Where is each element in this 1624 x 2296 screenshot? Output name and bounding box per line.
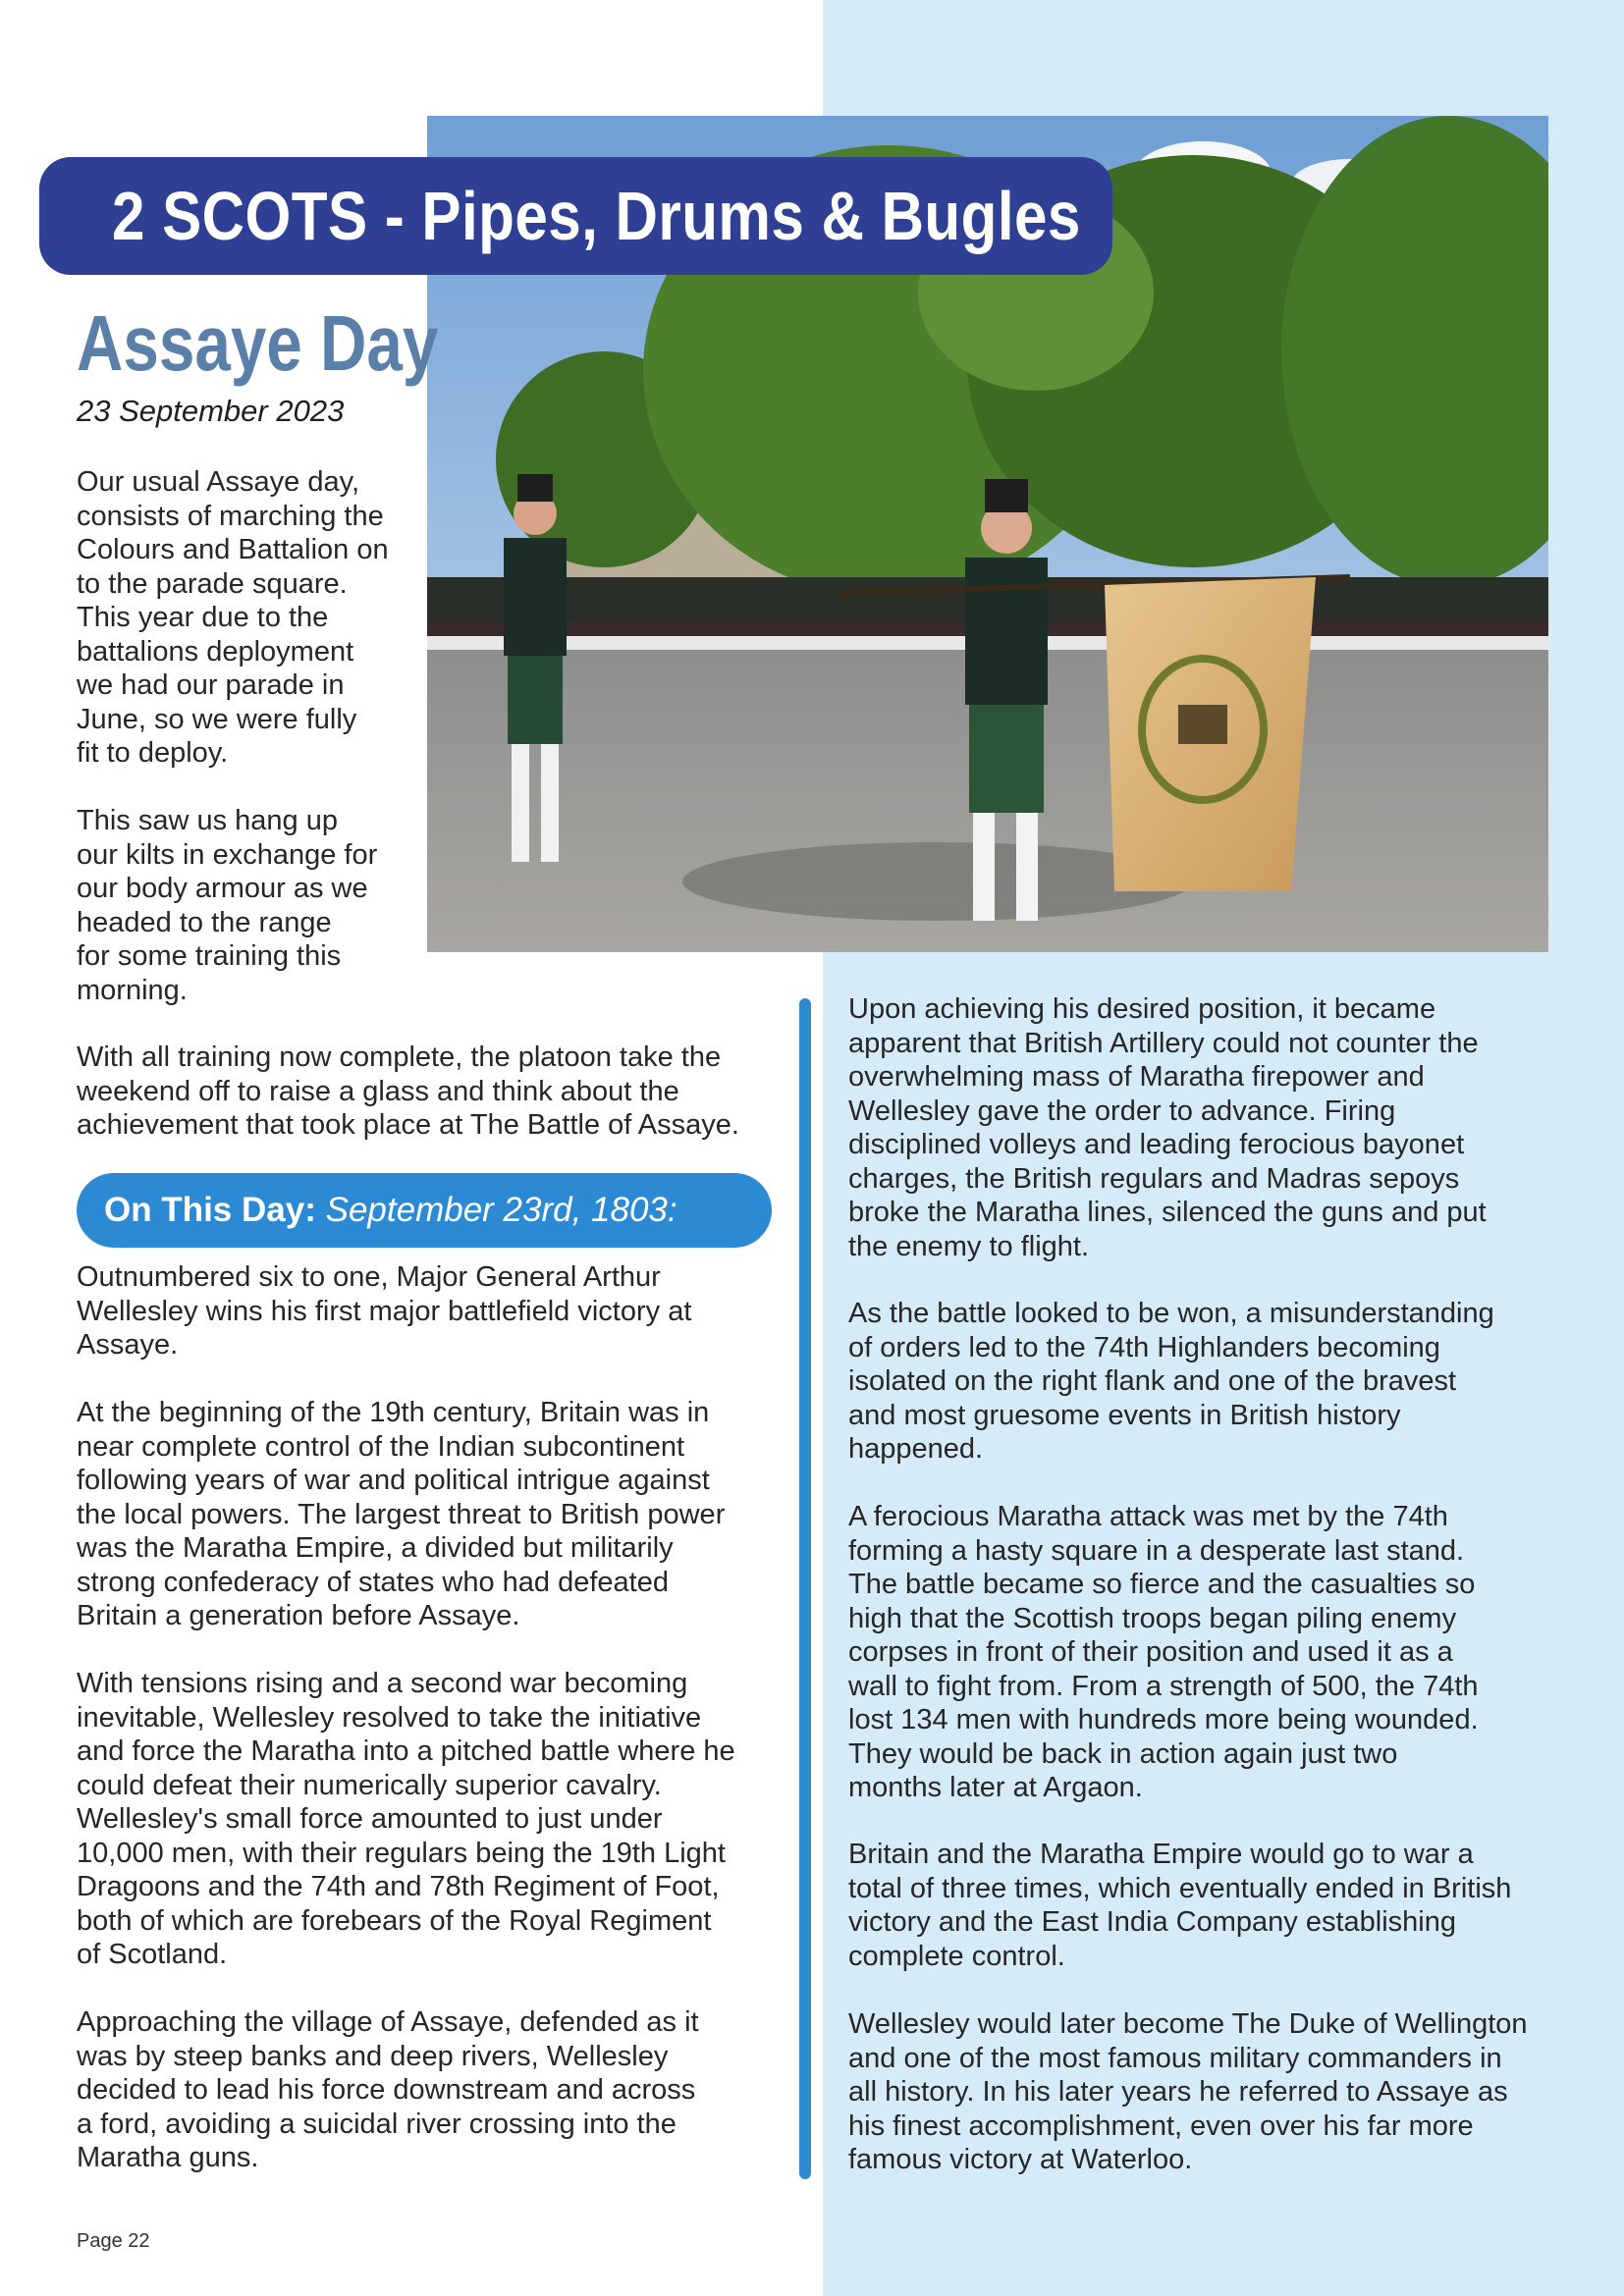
left-history-paragraph-3: With tensions rising and a second war becoming inevitable, Wellesley resolved to take the initiative and force the Maratha into a pitched battle where he could defeat their numerically superior cavalry. Wellesley's small force amounted to just under 10,000 men, with their regulars being the 19th Light Dragoons and the 74th and 78th Regiment of Foot, both of which are forebears of the Royal Regiment of Scotland. [77,1668,735,1970]
section-banner [39,157,1112,275]
left-history-paragraph-1: Outnumbered six to one, Major General Arthur Wellesley wins his first major battlefield victory at Assaye. [77,1261,692,1361]
page-number: Page 22 [77,2230,150,2252]
left-history-paragraph-4: Approaching the village of Assaye, defended as it was by steep banks and deep rivers, Wellesley decided to lead his force downstream and across a ford, avoiding a suicidal river crossing into the Maratha guns. [77,2006,699,2173]
right-history-paragraph-3: A ferocious Maratha attack was met by the 74th forming a hasty square in a desperate last stand. The battle became so fierce and the casualties so high that the Scottish troops began piling enemy corpses in front of their position and used it as a wall to fight from. From a strength of 500, the 74th lost 134 men with hundreds more being wounded. They would be back in action again just two months later at Argaon. [848,1501,1479,1803]
intro-paragraph-1: Our usual Assaye day, consists of marching the Colours and Battalion on to the parade square. This year due to the battalions deployment we had our parade in June, so we were fully fit to deploy. [77,466,389,769]
section-banner-title: 2 SCOTS - Pipes, Drums & Bugles [112,178,1081,254]
on-this-day-pill [77,1173,772,1248]
article-date: 23 September 2023 [77,394,345,428]
left-history-paragraph-2: At the beginning of the 19th century, Britain was in near complete control of the Indian subcontinent following years of war and political intrigue against the local powers. The largest threat to British power was the Maratha Empire, a divided but militarily strong confederacy of states who had defeated Britain a generation before Assaye. [77,1397,726,1631]
right-history-paragraph-5: Wellesley would later become The Duke of Wellington and one of the most famous military commanders in all history. In his later years he referred to Assaye as his finest accomplishment, even over his far more famous victory at Waterloo. [848,2008,1528,2175]
column-divider [799,998,811,2179]
right-history-paragraph-1: Upon achieving his desired position, it became apparent that British Artillery could not counter the overwhelming mass of Maratha firepower and Wellesley gave the order to advance. Firing disciplined volleys and leading ferocious bayonet charges, the British regulars and Madras sepoys broke the Maratha lines, silenced the guns and put the enemy to flight. [848,993,1487,1262]
intro-paragraph-3: With all training now complete, the platoon take the weekend off to raise a glass and think about the achievement that took place at The Battle of Assaye. [77,1041,739,1141]
article-title: Assaye Day [77,299,439,387]
on-this-day-date: September 23rd, 1803: [325,1191,677,1229]
right-history-paragraph-2: As the battle looked to be won, a misunderstanding of orders led to the 74th Highlanders becoming isolated on the right flank and one of the bravest and most gruesome events in British history happened. [848,1298,1494,1465]
right-history-paragraph-4: Britain and the Maratha Empire would go to war a total of three times, which eventually ended in British victory and the East India Company establishing complete control. [848,1839,1512,1972]
intro-paragraph-2: This saw us hang up our kilts in exchange for our body armour as we headed to the range for some training this morning. [77,805,378,1006]
on-this-day-label: On This Day: [104,1191,316,1229]
